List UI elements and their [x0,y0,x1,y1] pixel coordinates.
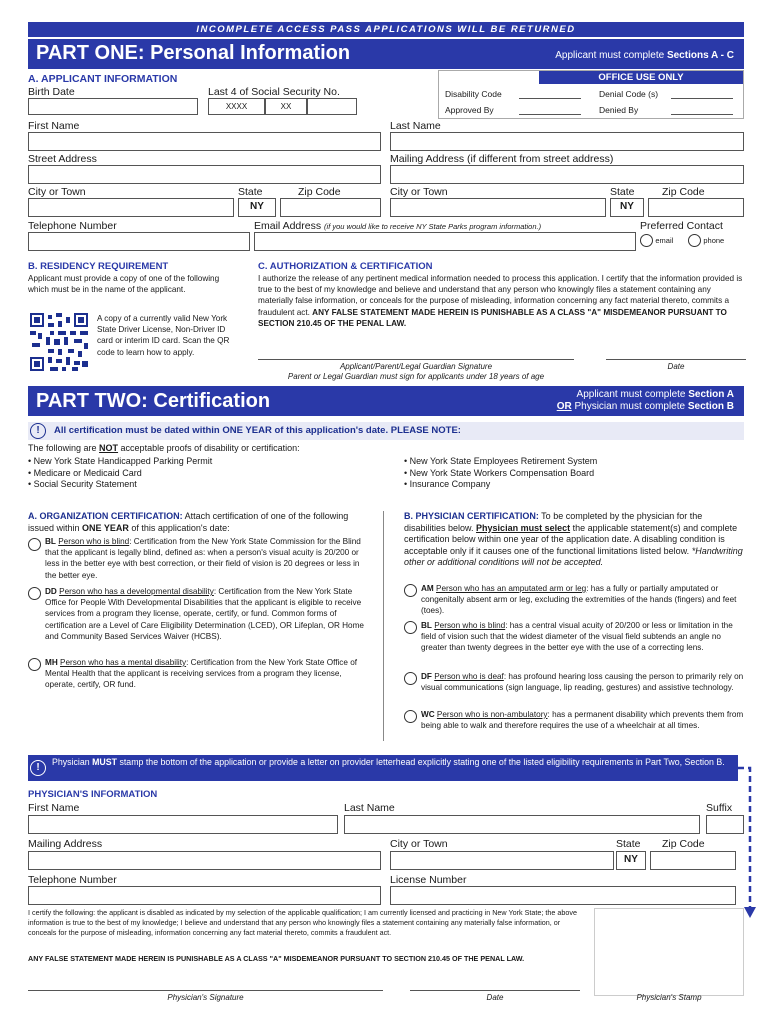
part-two-note-line2 [557,401,734,413]
phys-am-code: AM [421,584,434,593]
org-dd-code: DD [45,587,57,596]
phys-wc-text: : has a permanent disability which prevents them from being able to walk and therefore requires the use of a wheelchair at all times. [421,710,744,731]
alert-stamp-bold: MUST [92,757,118,767]
alert-stamp-prefix: Physician [52,757,93,767]
cert-divider [383,511,384,741]
phys-last-name-label: Last Name [344,802,395,814]
approved-by-line[interactable] [519,114,581,115]
not-accepted-item: • Social Security Statement [28,479,137,489]
org-dd-text: : Certification from the New York State Office for People With Developmental Disabilities that the applicant is eligible to receive services from a program they license, operate, certify, or fund. Common forms of certification are a Level of Care Eligibility Determination (LCED), OR Lifeplan, OR Home and Community Based Services Waiver (HCBS). [45,587,364,641]
pref-email-option[interactable] [640,234,673,247]
org-bl-code: BL [45,537,56,546]
pref-phone-option[interactable] [688,234,724,247]
phys-am-item [421,583,744,617]
phys-cert-intro-b: the applicable statement(s) and complete certification below within one year of the application date. A disabling condition is acceptable only if it causes one of the functional limitations listed below. [404,522,738,556]
section-c-body: I authorize the release of any pertinent medical information needed to process this application. I certify that the information provided is true to the best of my knowledge and believe and understand that any person who knowingly files a statement containing any materially false information, or conceals for the purpose of misleading, information concerning any fact material thereto, commits a fraudulent act. [258,274,743,317]
birth-date-field[interactable] [28,98,198,115]
part-two-header [28,386,744,416]
not-accepted-item: • Medicare or Medicaid Card [28,467,142,478]
phys-df-code: DF [421,672,432,681]
disability-code-label: Disability Code [445,89,502,99]
phys-cert-intro [404,511,744,569]
org-cert-intro-bold: ONE YEAR [82,522,129,533]
ssn-label: Last 4 of Social Security No. [208,86,340,98]
state-field[interactable]: NY [238,198,276,217]
office-use-title: OFFICE USE ONLY [539,71,743,84]
office-use-box [438,70,744,119]
phys-city-label: City or Town [390,838,448,850]
mail-city-label: City or Town [390,186,448,198]
applicant-signature-label: Applicant/Parent/Legal Guardian Signature [339,362,493,371]
signature-note: Parent or Legal Guardian must sign for applicants under 18 years of age [287,372,545,381]
mailing-address-label: Mailing Address (if different from street address) [390,153,614,165]
telephone-field[interactable] [28,232,250,251]
org-cert-title: A. ORGANIZATION CERTIFICATION: [28,511,183,521]
org-cert-intro-a: Attach certification of one of the following issued within [28,511,349,533]
phys-phone-label: Telephone Number [28,874,117,886]
alert-one-year-text: All certification must be dated within ONE YEAR of this application's date. PLEASE NOTE: [54,425,461,436]
not-accepted-item-text: Insurance Company [409,479,491,489]
part-one-note-prefix: Applicant must complete [555,50,667,61]
part-two-note2-bold: Section B [687,401,734,412]
phys-first-name-field[interactable] [28,815,338,834]
section-c-title: C. AUTHORIZATION & CERTIFICATION [258,261,433,272]
phys-zip-field[interactable] [650,851,736,870]
part-one-title: PART ONE: Personal Information [36,42,351,64]
org-mh-item [45,657,365,691]
org-mh-code: MH [45,658,58,667]
not-accepted-item-text: New York State Handicapped Parking Permit [33,456,213,466]
phys-df-text: : has profound hearing loss causing the person to primarily rely on visual communications (sign language, lip reading, gestures) and assistive technology. [421,672,744,693]
not-accepted-item-text: Medicare or Medicaid Card [33,467,142,478]
alert-stamp-body: stamp the bottom of the application or provide a letter on provider letterhead explicitly stating one of the listed eligibility requirements in Part Two, Section B. [117,757,725,767]
phys-mailing-label: Mailing Address [28,838,103,850]
denied-by-label: Denied By [599,105,639,115]
ssn-field-1[interactable]: XXXX [208,98,265,115]
phys-suffix-field[interactable] [706,815,744,834]
phys-cert-intro-a: To be completed by the physician for the disabilities below. [404,511,703,533]
mail-city-field[interactable] [390,198,606,217]
phys-stamp-label: Physician's Stamp [636,993,702,1002]
not-accepted-right-list [404,456,597,491]
preferred-contact-label: Preferred Contact [640,220,723,232]
phys-cert-intro-bold: Physician must select [476,522,571,533]
pref-email-label: email [655,235,674,245]
phys-first-name-label: First Name [28,802,80,814]
not-accepted-item: • Insurance Company [404,479,491,489]
street-address-label: Street Address [28,153,97,165]
qr-code-svg [30,313,88,371]
last-name-label: Last Name [390,120,441,132]
denial-code-label: Denial Code (s) [599,89,659,99]
zip-label: Zip Code [298,186,341,198]
not-accepted-item-text: Social Security Statement [33,479,137,489]
phys-bl-title: Person who is blind [434,621,506,630]
physinfo-title: PHYSICIAN'S INFORMATION [28,789,158,800]
part-two-note [557,389,734,413]
phys-suffix-label: Suffix [706,802,733,814]
phys-bl-code: BL [421,621,432,630]
part-two-note2-or: OR [556,401,572,412]
disability-code-line[interactable] [519,98,581,99]
email-field[interactable] [254,232,636,251]
part-two-note-line1 [557,389,734,401]
phys-cert-bold: ANY FALSE STATEMENT MADE HEREIN IS PUNISHABLE AS A CLASS "A" MISDEMEANOR PURSUANT TO SECTION 210.45 OF THE PENAL LAW. [28,954,525,963]
applicant-signature-line[interactable] [258,359,574,360]
email-note: (if you would like to receive NY State Parks program information.) [324,222,542,231]
email-label [254,220,541,232]
phys-cert-title: B. PHYSICIAN CERTIFICATION: [404,511,539,521]
phys-am-radio[interactable] [404,584,417,597]
not-accepted-not: NOT [99,443,119,453]
not-accepted-item-text: New York State Workers Compensation Board [409,467,595,478]
org-bl-radio[interactable] [28,538,41,551]
phys-wc-code: WC [421,710,435,719]
org-cert-intro-b: of this application's date: [128,522,230,533]
phys-bl-text: : has a central visual acuity of 20/200 or less or limitation in the field of vision such that the widest diameter of the visual field subtends an angle no greater than twenty degrees in the better eye with the use of a correcting lens. [421,621,733,653]
phys-signature-label: Physician's Signature [167,993,244,1002]
mail-state-field[interactable]: NY [610,198,644,217]
org-dd-title: Person who has a developmental disability [59,587,214,596]
phys-stamp-box[interactable] [594,908,744,996]
not-accepted-heading [28,443,300,453]
phys-df-item [421,671,744,693]
section-b-text2: A copy of a currently valid New York State Driver License, Non-Driver ID card or interim ID card. Scan the QR code to learn how to apply. [97,314,230,357]
section-b-text1: Applicant must provide a copy of one of the following which must be in the name of the applicant. [28,274,220,295]
phys-df-radio[interactable] [404,672,417,685]
applicant-date-label: Date [667,362,685,371]
phys-license-label: License Number [390,874,467,886]
state-label: State [238,186,263,198]
city-field[interactable] [28,198,234,217]
part-two-note1-prefix: Applicant must complete [576,389,689,400]
pref-email-radio[interactable] [640,234,653,247]
phys-bl-item [421,620,744,654]
org-bl-text: : Certification from the New York State Commission for the Blind that the applicant is legally blind, defined as: when a person's visual acuity is 20/200 or less in the better eye with best correction, or their field of vision is 20 degrees or less in the better eye. [45,537,361,580]
org-cert-intro [28,511,373,534]
phys-wc-title: Person who is non-ambulatory [436,710,548,719]
not-accepted-item: • New York State Employees Retirement System [404,456,598,466]
org-mh-title: Person who has a mental disability [60,658,187,667]
phys-date-label: Date [486,993,504,1002]
phys-signature-line[interactable] [28,990,383,991]
org-mh-radio[interactable] [28,658,41,671]
section-c-bold: ANY FALSE STATEMENT MADE HEREIN IS PUNISHABLE AS A CLASS "A" MISDEMEANOR PURSUANT TO SECTION 210.45 OF THE PENAL LAW. [258,307,727,328]
org-dd-item [45,586,365,642]
pref-phone-radio[interactable] [688,234,701,247]
org-bl-title: Person who is blind [58,537,130,546]
phys-date-line[interactable] [410,990,580,991]
alert-icon: ! [30,423,46,439]
first-name-label: First Name [28,120,80,132]
section-a-title: A. APPLICANT INFORMATION [28,73,178,85]
not-accepted-item: • New York State Handicapped Parking Permit [28,456,213,466]
phys-df-title: Person who is deaf [434,672,504,681]
alert-stamp-text [52,757,732,768]
ssn-field-3[interactable] [307,98,357,115]
phys-phone-field[interactable] [28,886,381,905]
top-banner: INCOMPLETE ACCESS PASS APPLICATIONS WILL BE RETURNED [28,22,744,37]
part-two-note2-mid: Physician must complete [571,401,688,412]
phys-license-field[interactable] [390,886,736,905]
not-accepted-item: • New York State Workers Compensation Board [404,467,595,478]
telephone-label: Telephone Number [28,220,117,232]
org-mh-text: : Certification from the New York State Office of Mental Health that the applicant is receiving services from a program they license, operate, certify, OR fund. [45,658,358,690]
phys-city-field[interactable] [390,851,614,870]
phys-mailing-field[interactable] [28,851,381,870]
section-b-title: B. RESIDENCY REQUIREMENT [28,261,169,272]
not-accepted-prefix: The following are [28,443,100,453]
part-two-note1-bold: Section A [688,389,734,400]
qr-code-icon[interactable] [30,313,88,371]
phys-wc-item [421,709,744,731]
not-accepted-suffix: acceptable proofs of disability or certification: [118,443,300,453]
phys-am-title: Person who has an amputated arm or leg [436,584,587,593]
arrow-down-icon [738,762,758,922]
applicant-date-line[interactable] [606,359,746,360]
birth-date-label: Birth Date [28,86,75,98]
alert-stamp [28,755,738,781]
phys-state-field[interactable]: NY [616,851,646,870]
mail-state-label: State [610,186,635,198]
zip-field[interactable] [280,198,381,217]
city-label: City or Town [28,186,86,198]
pref-phone-label: phone [703,235,725,245]
approved-by-label: Approved By [445,105,494,115]
first-name-field[interactable] [28,132,381,151]
email-label-text: Email Address [254,220,322,232]
mail-zip-label: Zip Code [662,186,705,198]
org-bl-item [45,536,365,581]
part-one-note [555,50,734,61]
not-accepted-left-list [28,456,212,491]
org-dd-radio[interactable] [28,587,41,600]
section-c-text [258,273,746,329]
phys-cert-intro-ital: *Handwriting other or additional conditions will not be accepted. [404,545,743,567]
mailing-address-field[interactable] [390,165,744,184]
phys-last-name-field[interactable] [344,815,700,834]
alert-stamp-icon: ! [30,760,46,776]
phys-am-text: : has a fully or partially amputated or congenitally absent arm or leg, excluding the extremities of the hands (fingers) and feet (toes). [421,584,737,616]
phys-zip-label: Zip Code [662,838,705,850]
ssn-field-2[interactable]: XX [265,98,307,115]
denial-code-line[interactable] [671,98,733,99]
part-one-note-bold: Sections A - C [666,50,734,61]
phys-state-label: State [616,838,641,850]
mail-zip-field[interactable] [648,198,744,217]
part-two-title: PART TWO: Certification [36,390,271,412]
street-address-field[interactable] [28,165,381,184]
phys-bl-radio[interactable] [404,621,417,634]
phys-cert-text: I certify the following: the applicant is disabled as indicated by my selection of the applicable qualification; I am currently licensed and practicing in New York State; the above information is true to the best of my knowledge; I believe and understand that any person who knowingly files a statement containing any materially false information, or conceals for the purpose of misleading, information concerning any fact material thereto, commits a fraudulent act. [28,908,577,937]
last-name-field[interactable] [390,132,744,151]
not-accepted-item-text: New York State Employees Retirement System [409,456,598,466]
phys-wc-radio[interactable] [404,710,417,723]
alert-one-year [28,422,744,440]
denied-by-line[interactable] [671,114,733,115]
part-one-header [28,39,744,69]
